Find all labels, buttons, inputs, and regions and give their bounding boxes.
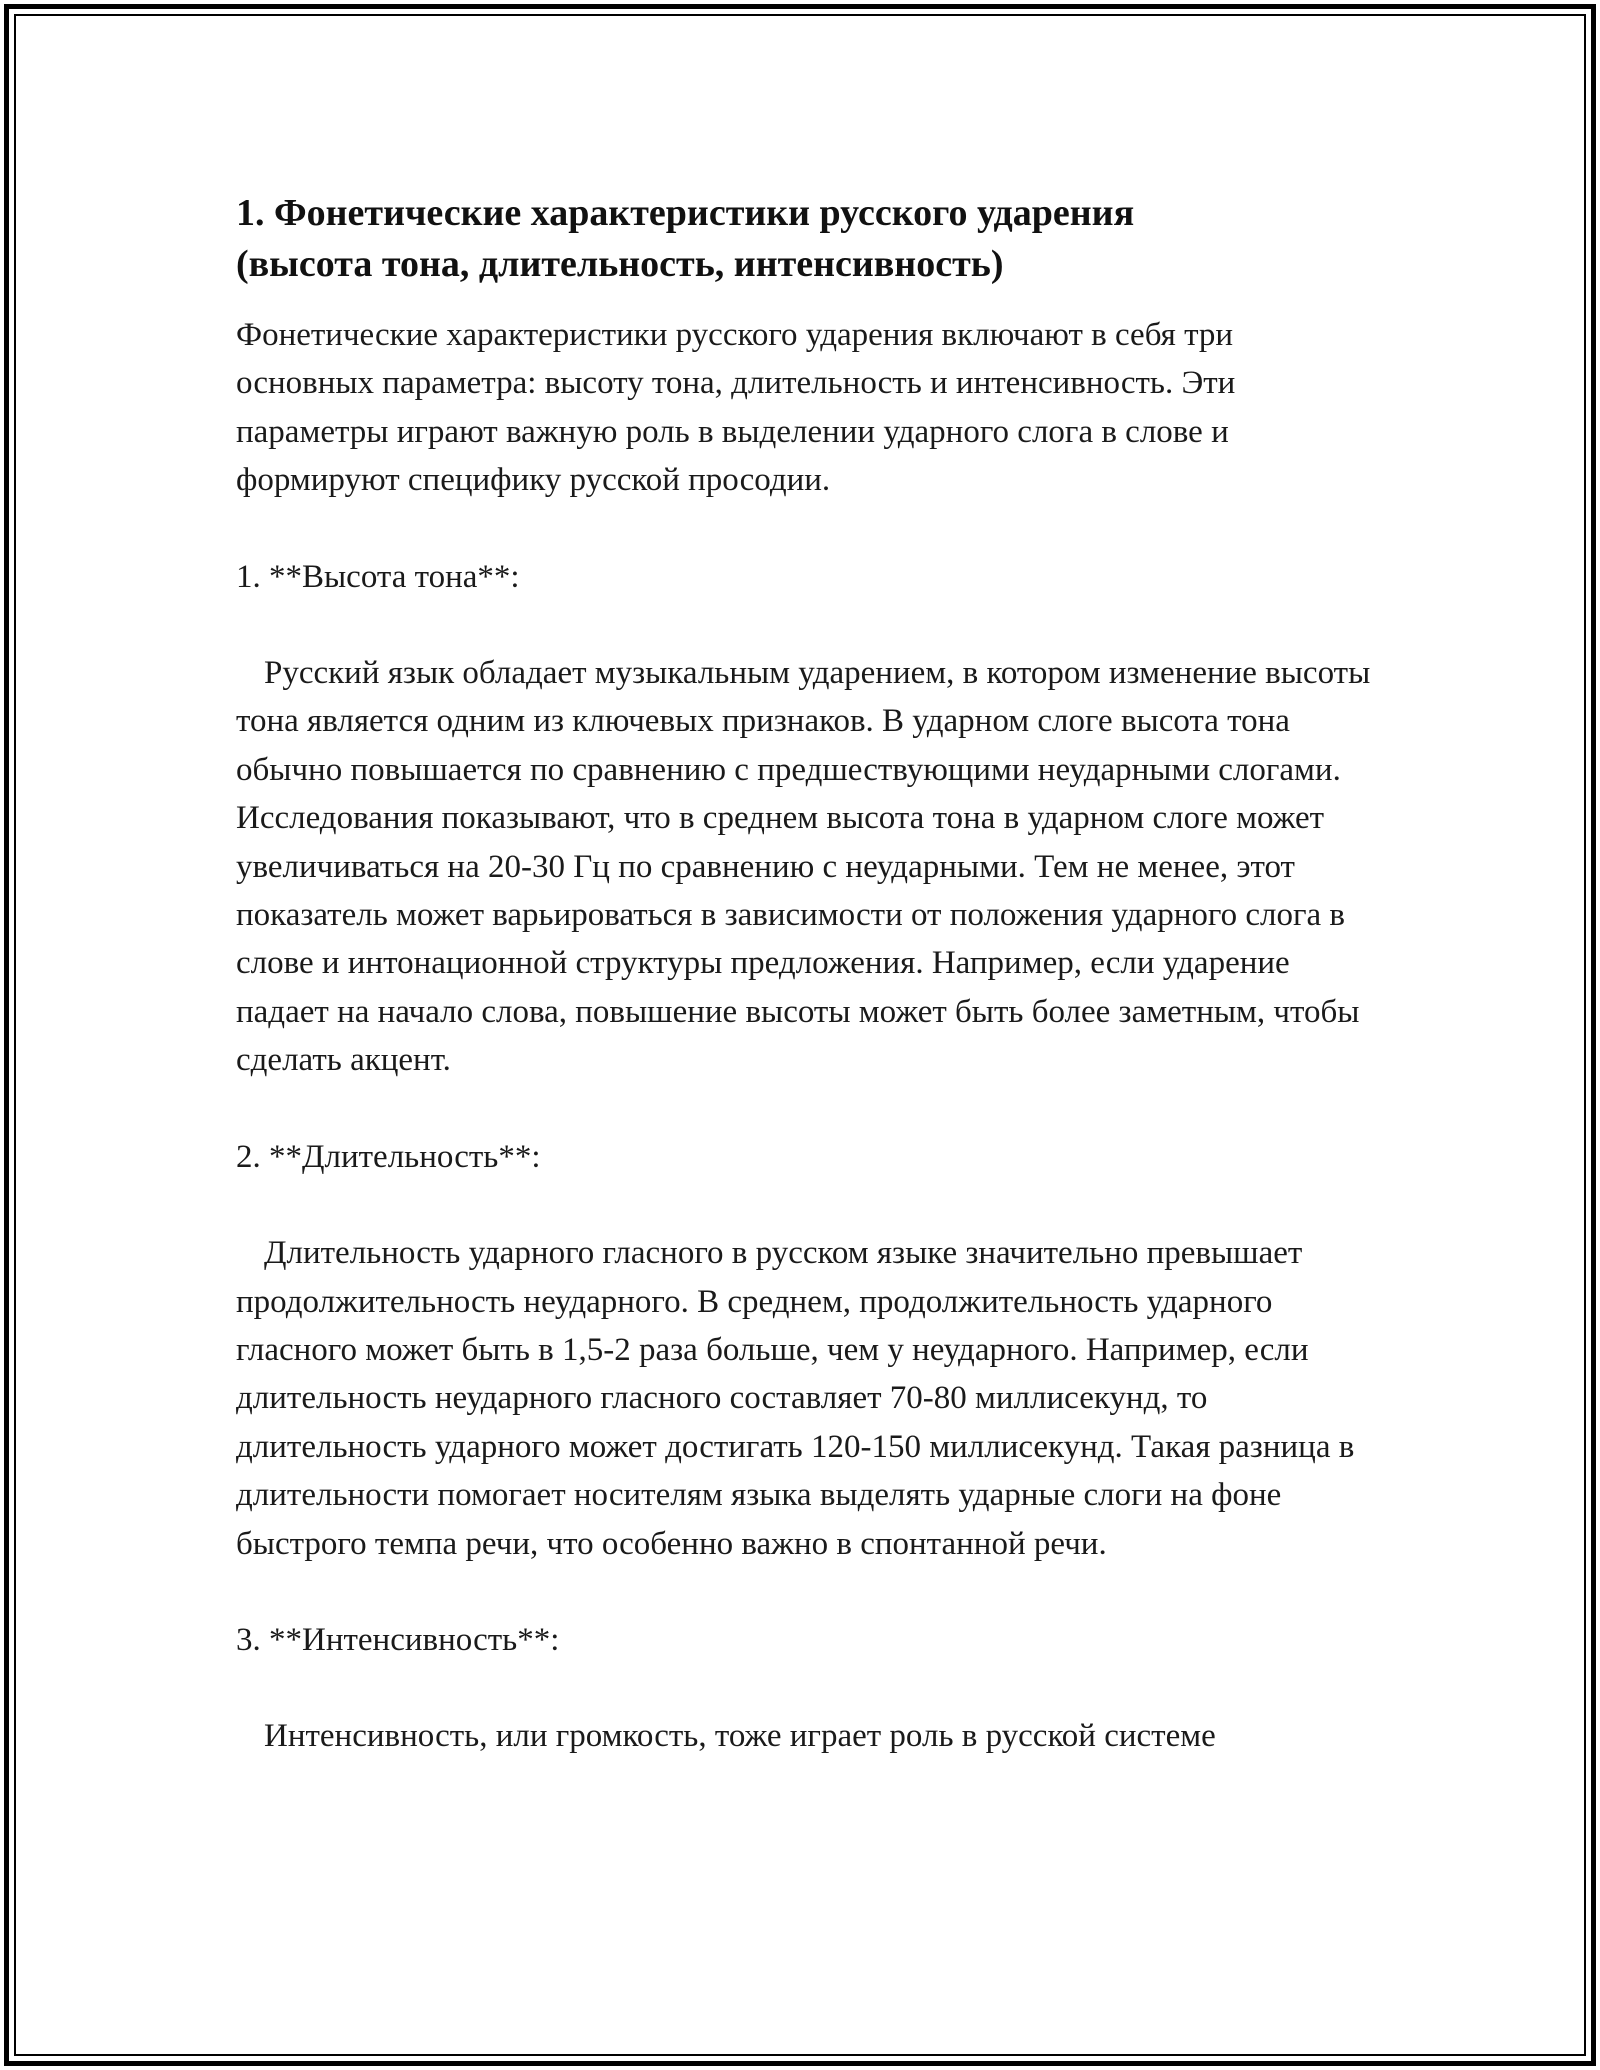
document-title	[236, 188, 1376, 290]
section-heading-duration: 2. **Длительность**:	[236, 1138, 541, 1175]
title-line-2: (высота тона, длительность, интенсивность)	[236, 243, 1004, 285]
section-heading-intensity: 3. **Интенсивность**:	[236, 1621, 560, 1658]
section-body-duration: Длительность ударного гласного в русском языке значительно превышает продолжительность неударного. В среднем, продолжительность ударного гласного может быть в 1,5-2 раза больше, чем у неударного. Например, если длительность неударного гласного составляет 70-80 миллисекунд, то длительность ударного может достигать 120-150 миллисекунд. Такая разница в длительности помогает носителям языка выделять ударные слоги на фоне быстрого темпа речи, что особенно важно в спонтанной речи.	[236, 1235, 1363, 1562]
intro-paragraph: Фонетические характеристики русского ударения включают в себя три основных параметра: высоту тона, длительность и интенсивность. Эти параметры играют важную роль в выделении ударного слога в слове и формируют специфику русской просодии.	[236, 317, 1244, 499]
section-heading-pitch: 1. **Высота тона**:	[236, 558, 520, 595]
document-page	[236, 188, 1379, 1761]
section-body-intensity: Интенсивность, или громкость, тоже играет роль в русской системе	[264, 1718, 1216, 1755]
section-body-pitch: Русский язык обладает музыкальным ударением, в котором изменение высоты тона является одним из ключевых признаков. В ударном слоге высота тона обычно повышается по сравнению с предшествующими неударными слогами. Исследования показывают, что в среднем высота тона в ударном слоге может увеличиваться на 20-30 Гц по сравнению с неударными. Тем не менее, этот показатель может варьироваться в зависимости от положения ударного слога в слове и интонационной структуры предложения. Например, если ударение падает на начало слова, повышение высоты может быть более заметным, чтобы сделать акцент.	[236, 655, 1379, 1079]
title-line-1: 1. Фонетические характеристики русского ударения	[236, 192, 1135, 234]
